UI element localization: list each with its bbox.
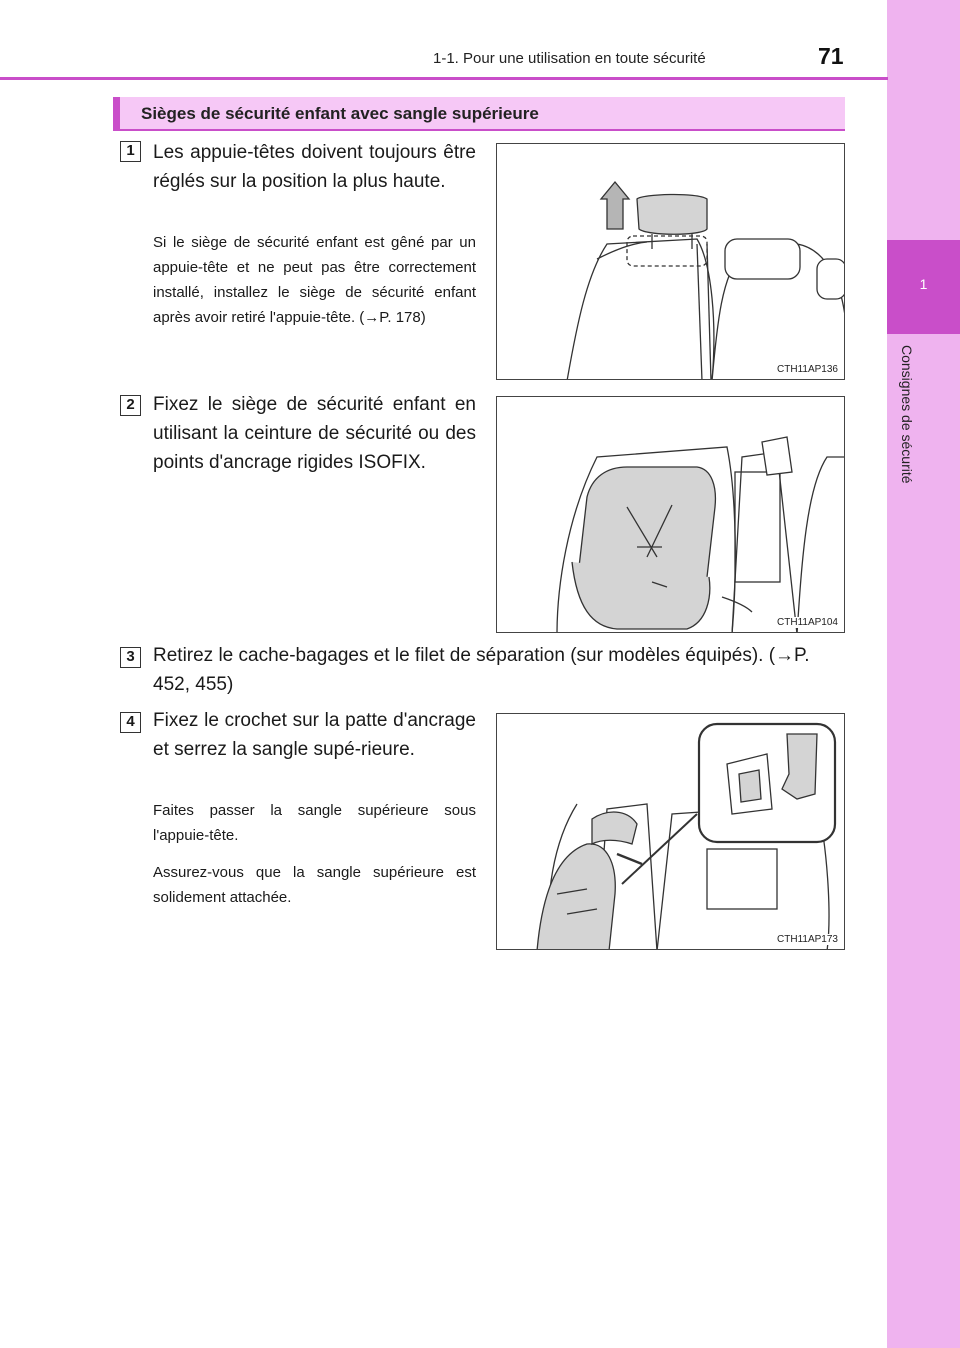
- step-2-text: Fixez le siège de sécurité enfant en utilisant la ceinture de sécurité ou des points d'ancrage rigides ISOFIX.: [153, 394, 476, 473]
- side-tab-chapter-number: 1: [919, 276, 928, 292]
- step-number-4: 4: [120, 712, 141, 733]
- step-4-note-2: Assurez-vous que la sangle supérieure est solidement attachée.: [153, 864, 476, 906]
- side-tab-chapter-label-box: [890, 345, 924, 535]
- top-tether-illustration: [497, 714, 845, 950]
- step-1-text: Les appuie-têtes doivent toujours être réglés sur la position la plus haute.: [153, 142, 476, 192]
- section-heading-text: Sièges de sécurité enfant avec sangle supérieure: [141, 104, 539, 123]
- step-number-2: 2: [120, 395, 141, 416]
- running-header-title: 1-1. Pour une utilisation en toute sécurité: [433, 50, 706, 67]
- figure-top-tether-anchor: [496, 713, 845, 950]
- step-4-text: Fixez le crochet sur la patte d'ancrage et serrez la sangle supé-rieure.: [153, 710, 476, 760]
- step-4-note-1: Faites passer la sangle supérieure sous l'appuie-tête.: [153, 802, 476, 844]
- page-number: 71: [818, 43, 844, 69]
- step-3-text: Retirez le cache-bagages et le filet de séparation (sur modèles équipés). (→P. 452, 455): [153, 645, 810, 695]
- figure-child-seat-installed: [496, 396, 845, 633]
- header-rule: [0, 77, 888, 80]
- figure-code-1: CTH11AP136: [773, 364, 838, 375]
- child-seat-illustration: [497, 397, 845, 633]
- section-heading: [113, 97, 845, 131]
- side-tab-chapter-label: Consignes de sécurité: [899, 345, 915, 484]
- step-number-3: 3: [120, 647, 141, 668]
- figure-headrest-raised: [496, 143, 845, 380]
- step-number-1: 1: [120, 141, 141, 162]
- figure-code-2: CTH11AP104: [773, 617, 838, 628]
- figure-code-4: CTH11AP173: [773, 934, 838, 945]
- side-tab-bar: [887, 0, 960, 1348]
- headrest-illustration: [497, 144, 845, 380]
- step-1-note: Si le siège de sécurité enfant est gêné par un appuie-tête et ne peut pas être correctement installé, installez le siège de sécurité enfant après avoir retiré l'appuie-tête. (→P. 178): [153, 234, 476, 326]
